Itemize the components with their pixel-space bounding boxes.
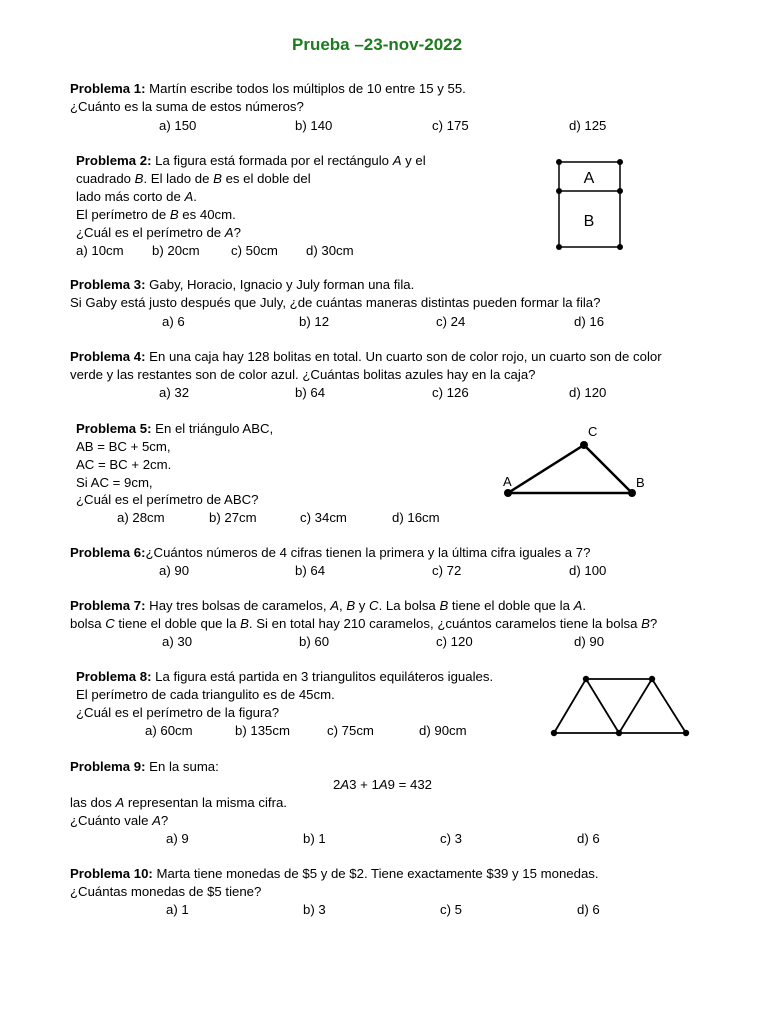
problem-1-line-2: ¿Cuánto es la suma de estos números? — [70, 99, 304, 114]
problem-8-option-d[interactable]: d) 90cm — [419, 723, 467, 738]
problem-10-line-1: Problema 10: Marta tiene monedas de $5 y de $2. Tiene exactamente $39 y 15 monedas. — [70, 866, 599, 881]
problem-2-option-d[interactable]: d) 30cm — [306, 243, 354, 258]
problem-7-line-1: Problema 7: Hay tres bolsas de caramelos, A, B y C. La bolsa B tiene el doble que la A. — [70, 598, 587, 613]
problem-1-label: Problema 1: — [70, 81, 146, 96]
problem-5-line-1: Problema 5: En el triángulo ABC, — [76, 421, 274, 436]
problem-5-line-5: ¿Cuál es el perímetro de ABC? — [76, 492, 259, 507]
problem-1-option-c[interactable]: c) 175 — [432, 118, 469, 133]
vertex-label-b: B — [636, 475, 645, 490]
problem-2-option-c[interactable]: c) 50cm — [231, 243, 278, 258]
problem-9-line-4: ¿Cuánto vale A? — [70, 813, 169, 828]
problem-2-line-4: El perímetro de B es 40cm. — [76, 207, 236, 222]
problem-9-line-3: las dos A representan la misma cifra. — [70, 795, 287, 810]
problem-8-line-1: Problema 8: La figura está partida en 3 triangulitos equiláteros iguales. — [76, 669, 494, 684]
problem-9-option-c[interactable]: c) 3 — [440, 831, 462, 846]
figure-label-a: A — [583, 170, 595, 187]
problem-1-option-d[interactable]: d) 125 — [569, 118, 607, 133]
problem-2-line-1: Problema 2: La figura está formada por el rectángulo A y el — [76, 153, 426, 168]
problem-6-option-c[interactable]: c) 72 — [432, 563, 462, 578]
problem-7-option-c[interactable]: c) 120 — [436, 634, 473, 649]
problem-5-option-b[interactable]: b) 27cm — [209, 510, 257, 525]
problem-1-option-b[interactable]: b) 140 — [295, 118, 333, 133]
problem-8-option-a[interactable]: a) 60cm — [145, 723, 193, 738]
problem-6-label: Problema 6: — [70, 545, 146, 560]
problem-4-line-2: verde y las restantes son de color azul. ¿Cuántas bolitas azules hay en la caja? — [70, 367, 536, 382]
problem-2-option-a[interactable]: a) 10cm — [76, 243, 124, 258]
problem-7-line-2: bolsa C tiene el doble que la B. Si en total hay 210 caramelos, ¿cuántos caramelos tiene la bolsa B? — [70, 616, 658, 631]
problem-5-line-4: Si AC = 9cm, — [76, 475, 153, 490]
problem-2-option-b[interactable]: b) 20cm — [152, 243, 200, 258]
problem-8-option-c[interactable]: c) 75cm — [327, 723, 374, 738]
problem-7-option-d[interactable]: d) 90 — [574, 634, 605, 649]
problem-6-line-1: Problema 6:¿Cuántos números de 4 cifras tienen la primera y la última cifra iguales a 7? — [70, 545, 591, 560]
problem-9-line-1: Problema 9: En la suma: — [70, 759, 219, 774]
problem-5-line-2: AB = BC + 5cm, — [76, 439, 171, 454]
triangle-abc-figure — [495, 420, 660, 505]
problem-6-option-a[interactable]: a) 90 — [159, 563, 190, 578]
problem-10-option-a[interactable]: a) 1 — [166, 902, 189, 917]
problem-5-line-3: AC = BC + 2cm. — [76, 457, 172, 472]
figure-label-b: B — [583, 213, 595, 230]
problem-10-option-b[interactable]: b) 3 — [303, 902, 326, 917]
problem-4-option-b[interactable]: b) 64 — [295, 385, 326, 400]
problem-4-line-1: Problema 4: En una caja hay 128 bolitas en total. Un cuarto son de color rojo, un cuarto son de color — [70, 349, 662, 364]
vertex-label-a: A — [503, 474, 512, 489]
problem-1-line-1 — [70, 80, 466, 98]
rectangle-square-figure — [550, 155, 630, 255]
problem-3-line-1: Problema 3: Gaby, Horacio, Ignacio y July forman una fila. — [70, 277, 415, 292]
problem-1-text: Martín escribe todos los múltiplos de 10 entre 15 y 55. — [145, 81, 466, 96]
problem-3-line-2: Si Gaby está justo después que July, ¿de cuántas maneras distintas pueden formar la fila? — [70, 295, 601, 310]
problem-3-option-a[interactable]: a) 6 — [162, 314, 185, 329]
problem-5-option-a[interactable]: a) 28cm — [117, 510, 165, 525]
problem-10-label: Problema 10: — [70, 866, 153, 881]
problem-8-line-2: El perímetro de cada triangulito es de 45cm. — [76, 687, 335, 702]
problem-2-label: Problema 2: — [76, 153, 152, 168]
page-title: Prueba –23-nov-2022 — [292, 35, 463, 54]
problem-5-label: Problema 5: — [76, 421, 152, 436]
problem-10-line-2: ¿Cuántas monedas de $5 tiene? — [70, 884, 262, 899]
problem-8-label: Problema 8: — [76, 669, 152, 684]
problem-10-option-c[interactable]: c) 5 — [440, 902, 462, 917]
problem-8-line-3: ¿Cuál es el perímetro de la figura? — [76, 705, 280, 720]
problem-2-line-5: ¿Cuál es el perímetro de A? — [76, 225, 241, 240]
problem-4-option-d[interactable]: d) 120 — [569, 385, 607, 400]
problem-3-label: Problema 3: — [70, 277, 146, 292]
problem-10-option-d[interactable]: d) 6 — [577, 902, 600, 917]
problem-9-option-a[interactable]: a) 9 — [166, 831, 189, 846]
problem-3-option-b[interactable]: b) 12 — [299, 314, 330, 329]
problem-9-option-b[interactable]: b) 1 — [303, 831, 326, 846]
problem-7-option-b[interactable]: b) 60 — [299, 634, 330, 649]
problem-7-label: Problema 7: — [70, 598, 146, 613]
problem-4-option-c[interactable]: c) 126 — [432, 385, 469, 400]
trapezoid-figure — [545, 670, 695, 740]
problem-5-option-d[interactable]: d) 16cm — [392, 510, 440, 525]
problem-3-option-d[interactable]: d) 16 — [574, 314, 605, 329]
problem-2-line-2: cuadrado B. El lado de B es el doble del — [76, 171, 311, 186]
problem-3-option-c[interactable]: c) 24 — [436, 314, 466, 329]
problem-5-option-c[interactable]: c) 34cm — [300, 510, 347, 525]
problem-9-equation: 2A3 + 1A9 = 432 — [333, 777, 433, 792]
vertex-label-c: C — [588, 424, 598, 439]
problem-4-option-a[interactable]: a) 32 — [159, 385, 190, 400]
problem-7-option-a[interactable]: a) 30 — [162, 634, 193, 649]
problem-6-option-d[interactable]: d) 100 — [569, 563, 607, 578]
problem-9-option-d[interactable]: d) 6 — [577, 831, 600, 846]
problem-6-option-b[interactable]: b) 64 — [295, 563, 326, 578]
problem-9-label: Problema 9: — [70, 759, 146, 774]
problem-4-label: Problema 4: — [70, 349, 146, 364]
problem-8-option-b[interactable]: b) 135cm — [235, 723, 290, 738]
problem-2-line-3: lado más corto de A. — [76, 189, 197, 204]
problem-1-option-a[interactable]: a) 150 — [159, 118, 197, 133]
